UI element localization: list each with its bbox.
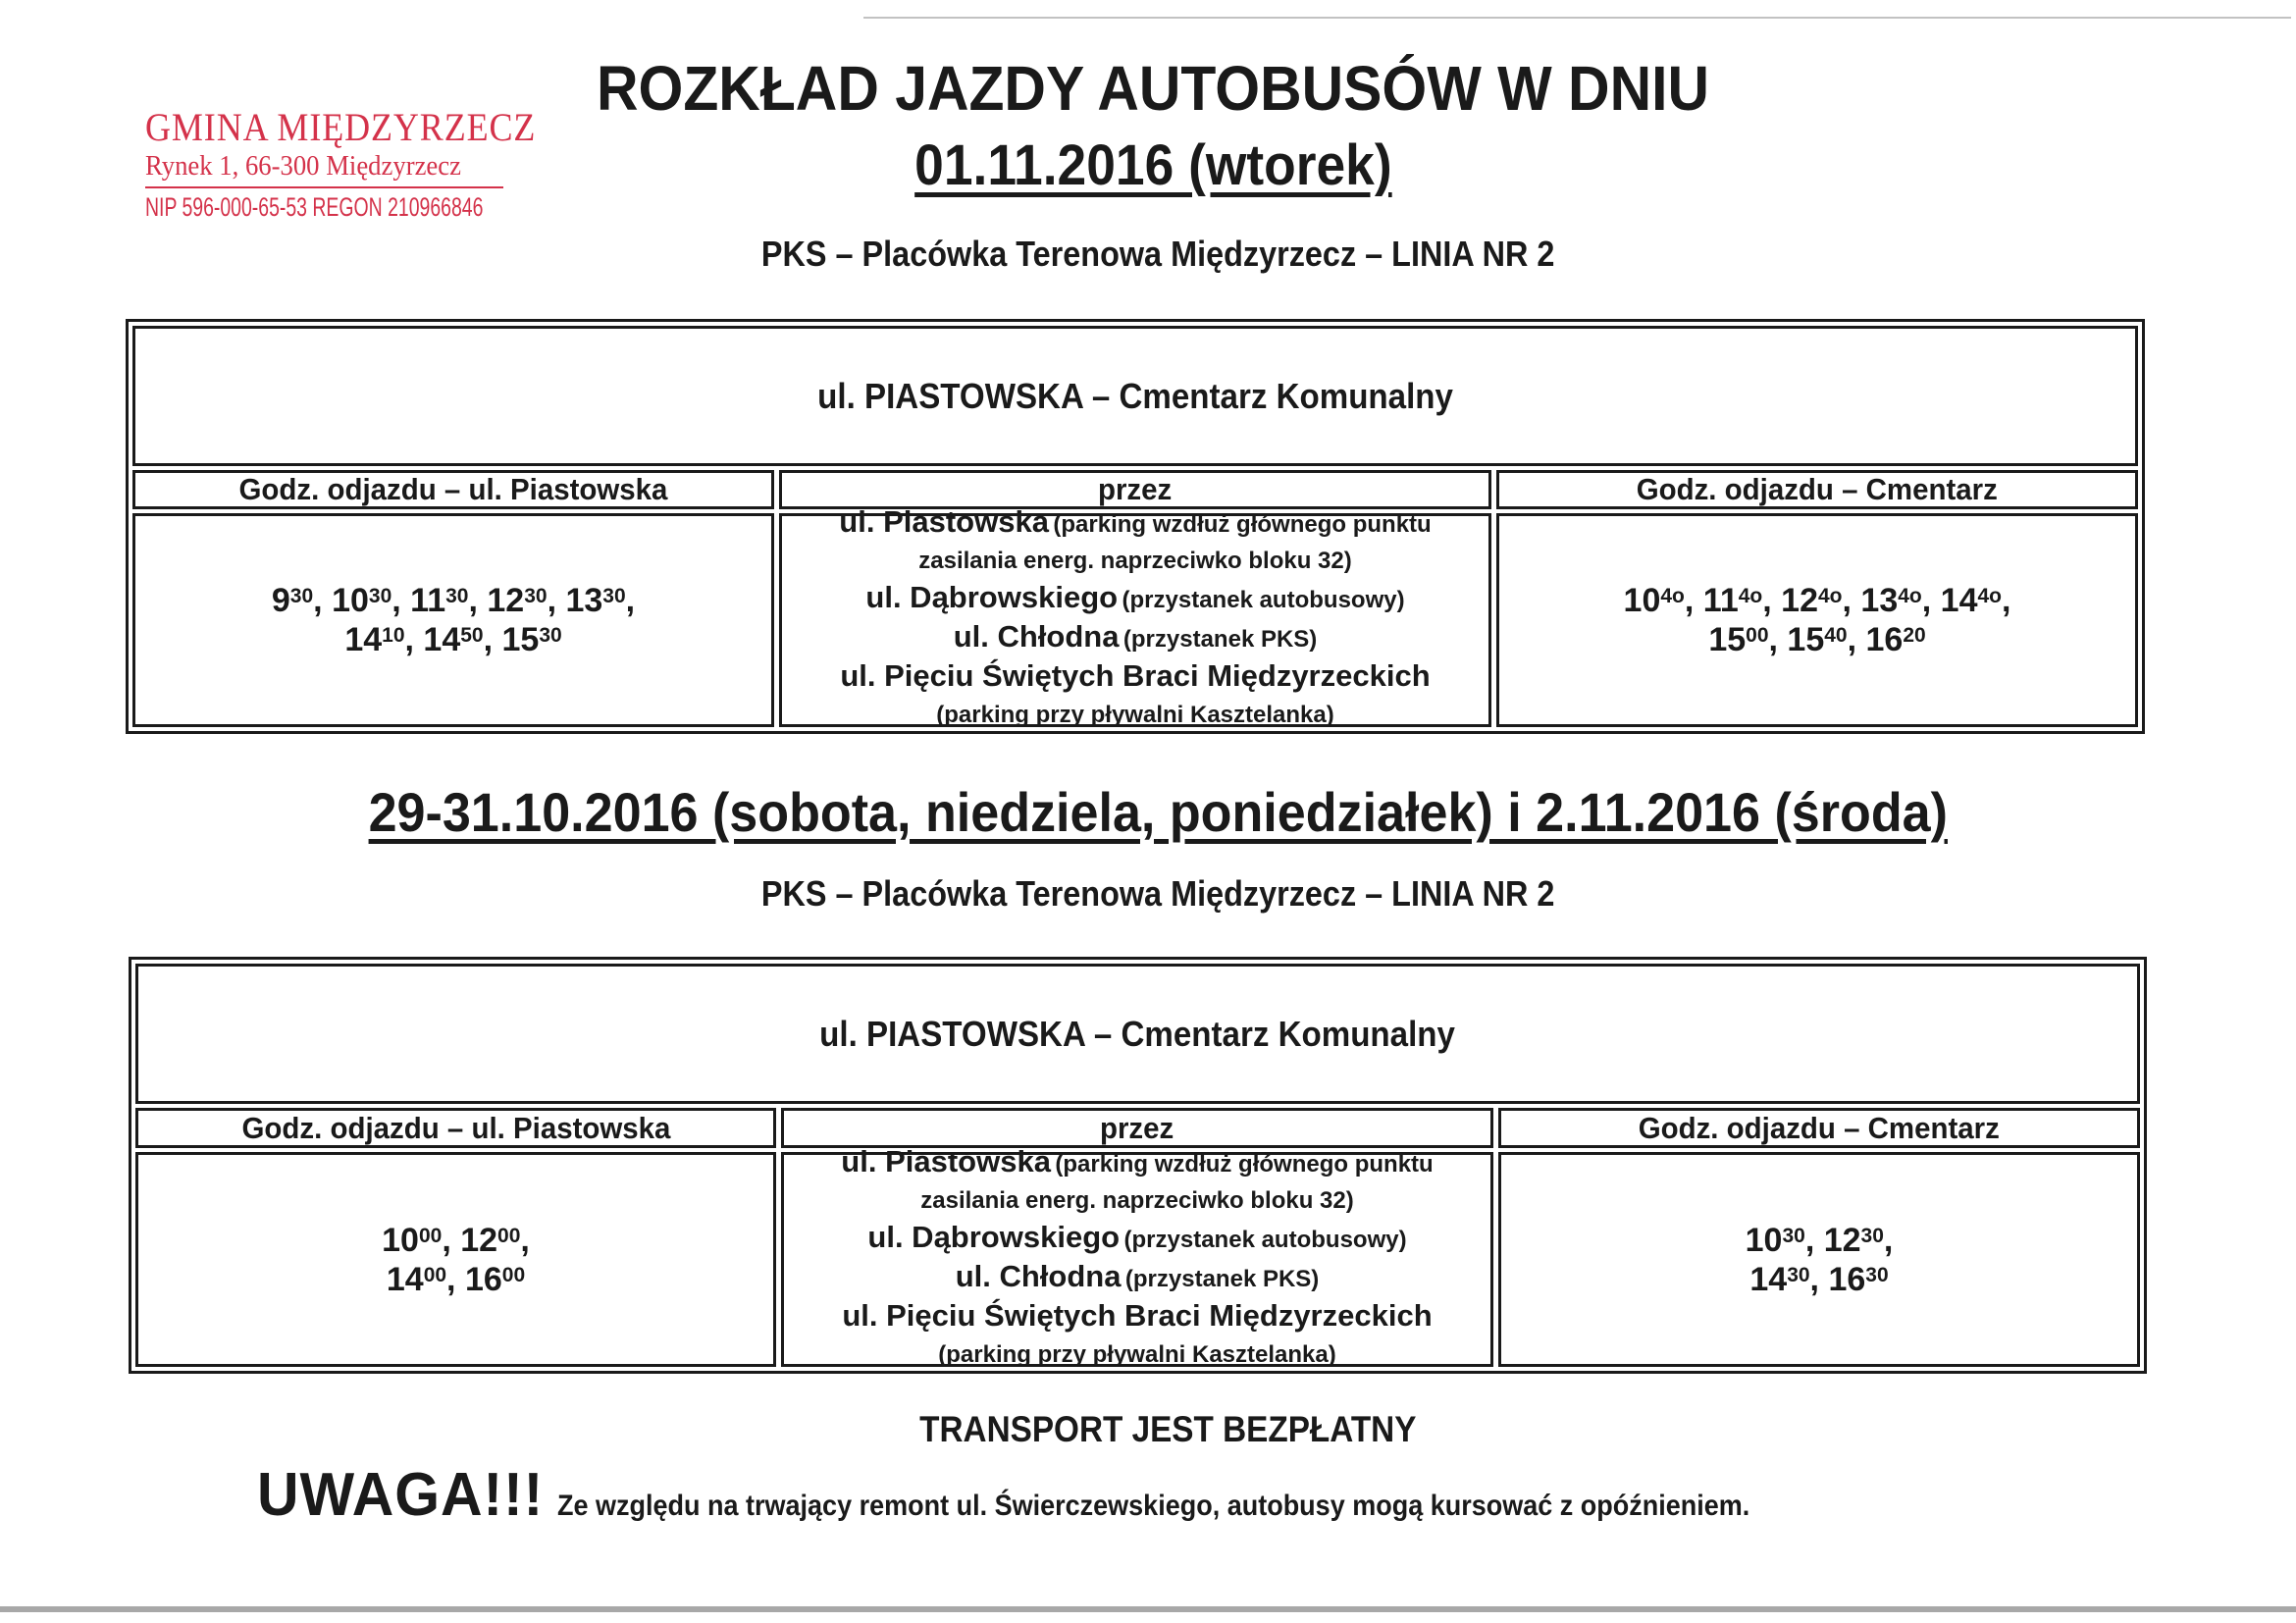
hour: 10 xyxy=(332,582,369,619)
departure-time xyxy=(502,621,562,658)
departure-time xyxy=(272,582,313,619)
minute: 30 xyxy=(1865,1263,1889,1286)
hour: 10 xyxy=(382,1221,419,1259)
time-row: $15^{00}$, $15^{40}$, $16^{20}$ xyxy=(1708,621,1926,658)
departure-time xyxy=(465,1261,525,1298)
minute: 4o xyxy=(1660,585,1685,607)
hour: 11 xyxy=(1702,582,1739,619)
via-stop xyxy=(938,1338,1335,1375)
minute: 30 xyxy=(445,585,469,607)
via-note: zasilania energ. naprzeciwko bloku 32) xyxy=(918,548,1352,574)
hour: 12 xyxy=(1823,1221,1861,1259)
departure-time xyxy=(332,582,391,619)
departure-time xyxy=(423,621,483,658)
hour: 14 xyxy=(344,621,383,658)
stamp-address: Rynek 1, 66-300 Międzyrzecz xyxy=(145,150,461,182)
via-note: (parking wzdłuż głównego punktu xyxy=(1055,1150,1434,1178)
route-title-cell xyxy=(132,326,2138,466)
via-note: (parking wzdłuż głównego punktu xyxy=(1053,511,1432,538)
time-row: $10^{00}$, $12^{00}$, xyxy=(382,1221,530,1259)
time-row: $14^{10}$, $14^{50}$, $15^{30}$ xyxy=(344,621,562,658)
departure-time xyxy=(1828,1261,1888,1298)
departure-time xyxy=(1746,1222,1805,1259)
page-title: ROZKŁAD JAZDY AUTOBUSÓW W DNIU xyxy=(597,53,1709,124)
departure-time xyxy=(382,1222,442,1259)
hour: 11 xyxy=(410,582,446,619)
minute: 30 xyxy=(1860,1224,1884,1247)
minute: 4o xyxy=(1898,585,1922,607)
via-street: ul. Dąbrowskiego xyxy=(867,1219,1121,1254)
via-note: (przystanek PKS) xyxy=(1122,626,1318,653)
minute: 4o xyxy=(1977,585,2002,607)
minute: 00 xyxy=(497,1224,521,1247)
column-header-via xyxy=(779,470,1491,509)
column-header-cmentarz xyxy=(1498,1108,2140,1148)
municipality-stamp xyxy=(145,105,537,222)
minute: 30 xyxy=(1787,1263,1810,1286)
via-street: ul. Pięciu Świętych Braci Międzyrzeckich xyxy=(840,658,1431,693)
via-stop xyxy=(841,1145,1433,1184)
page-title-block xyxy=(510,51,1796,203)
via-stops xyxy=(779,504,1491,728)
departure-time xyxy=(1708,621,1768,658)
hour: 15 xyxy=(1787,621,1825,658)
column-header-piastowska xyxy=(132,470,774,509)
minute: 30 xyxy=(289,585,314,607)
via-street: ul. Dąbrowskiego xyxy=(865,580,1119,614)
departure-time xyxy=(460,1222,520,1259)
hour: 10 xyxy=(1745,1221,1783,1259)
minute: 30 xyxy=(1782,1224,1805,1247)
via-stop xyxy=(918,545,1351,581)
minute: 30 xyxy=(368,585,392,607)
departure-time xyxy=(1781,582,1842,619)
via-note: (przystanek autobusowy) xyxy=(1123,1226,1407,1253)
hour: 14 xyxy=(1749,1260,1788,1298)
time-row: $14^{30}$, $16^{30}$ xyxy=(1749,1260,1889,1298)
minute: 40 xyxy=(1824,624,1848,647)
minute: 30 xyxy=(524,585,548,607)
column-header-text: Godz. odjazdu – Cmentarz xyxy=(1636,472,1999,506)
departures-piastowska xyxy=(132,513,774,727)
via-street: ul. Piastowska xyxy=(841,1143,1051,1178)
via-note: (parking przy pływalni Kasztelanka) xyxy=(938,1340,1336,1368)
column-header-text: Godz. odjazdu – Cmentarz xyxy=(1638,1110,2001,1145)
departure-time xyxy=(487,582,547,619)
minute: 00 xyxy=(1746,624,1769,647)
minute: 30 xyxy=(539,624,562,647)
operator-text: PKS – Placówka Terenowa Międzyrzecz – LINIA NR 2 xyxy=(760,234,1555,274)
page-date: 01.11.2016 (wtorek) xyxy=(913,133,1392,197)
minute: 50 xyxy=(460,624,484,647)
via-note: (przystanek PKS) xyxy=(1124,1265,1320,1292)
departure-time xyxy=(410,582,468,619)
time-row: $10^{4o}$, $11^{4o}$, $12^{4o}$, $13^{4o}$, $14^{4o}$, xyxy=(1623,582,2011,619)
hour: 15 xyxy=(501,621,540,658)
hour: 14 xyxy=(386,1260,424,1298)
via-stop xyxy=(936,699,1333,735)
minute: 00 xyxy=(501,1263,526,1286)
via-street: ul. Chłodna xyxy=(955,1258,1122,1293)
via-stops xyxy=(781,1143,1493,1368)
departure-time xyxy=(1941,582,2002,619)
column-header-text: Godz. odjazdu – ul. Piastowska xyxy=(238,472,668,506)
hour: 13 xyxy=(1860,582,1899,619)
via-stop xyxy=(842,1299,1432,1338)
column-header-text: przez xyxy=(1098,472,1173,506)
departure-time xyxy=(1866,621,1926,658)
route-title: ul. PIASTOWSKA – Cmentarz Komunalny xyxy=(817,375,1453,416)
hour: 15 xyxy=(1708,621,1747,658)
departures-piastowska xyxy=(135,1152,776,1367)
warning-notice xyxy=(257,1460,2121,1530)
hour: 13 xyxy=(565,582,603,619)
via-stop xyxy=(867,1221,1406,1260)
operator-line-2 xyxy=(549,873,1766,915)
via-stop xyxy=(954,620,1318,659)
minute: 4o xyxy=(1817,585,1843,607)
column-header-text: Godz. odjazdu – ul. Piastowska xyxy=(241,1110,670,1145)
hour: 12 xyxy=(460,1221,498,1259)
column-header-via xyxy=(781,1108,1493,1148)
alternate-dates-heading xyxy=(275,780,2041,844)
hour: 14 xyxy=(1940,582,1978,619)
minute: 00 xyxy=(418,1224,443,1247)
scan-edge-line xyxy=(863,17,2291,19)
via-stop xyxy=(920,1184,1353,1221)
via-street: ul. Chłodna xyxy=(953,619,1120,654)
minute: 30 xyxy=(602,585,626,607)
stamp-divider xyxy=(145,186,503,188)
departure-time xyxy=(1860,582,1921,619)
stamp-name: GMINA MIĘDZYRZECZ xyxy=(145,105,537,149)
minute: 10 xyxy=(382,624,405,647)
column-header-text: przez xyxy=(1100,1110,1174,1145)
departures-cmentarz xyxy=(1498,1152,2140,1367)
via-stop xyxy=(865,581,1404,620)
hour: 12 xyxy=(487,582,525,619)
minute: 00 xyxy=(423,1263,447,1286)
minute: 4o xyxy=(1738,585,1763,607)
departure-time xyxy=(1624,582,1685,619)
departure-time xyxy=(387,1261,446,1298)
departure-time xyxy=(344,621,404,658)
via-stop xyxy=(839,505,1431,545)
via-note: (przystanek autobusowy) xyxy=(1122,587,1405,613)
operator-text: PKS – Placówka Terenowa Międzyrzecz – LINIA NR 2 xyxy=(760,873,1555,914)
time-row: $14^{00}$, $16^{00}$ xyxy=(386,1260,526,1298)
departure-time xyxy=(1703,582,1762,619)
column-header-cmentarz xyxy=(1496,470,2138,509)
route-title: ul. PIASTOWSKA – Cmentarz Komunalny xyxy=(819,1013,1456,1054)
hour: 12 xyxy=(1781,582,1818,619)
stamp-ids: NIP 596-000-65-53 REGON 210966846 xyxy=(145,192,484,222)
alternate-dates-text: 29-31.10.2016 (sobota, niedziela, poniedziałek) i 2.11.2016 (środa) xyxy=(368,781,1948,843)
via-stop xyxy=(956,1260,1320,1299)
column-header-piastowska xyxy=(135,1108,776,1148)
departure-time xyxy=(1787,621,1847,658)
departure-time xyxy=(565,582,625,619)
minute: 20 xyxy=(1903,624,1926,647)
via-stop xyxy=(840,659,1430,699)
departure-time xyxy=(1824,1222,1884,1259)
via-street: ul. Pięciu Świętych Braci Międzyrzeckich xyxy=(842,1297,1433,1333)
free-transport-text: TRANSPORT JEST BEZPŁATNY xyxy=(918,1409,1417,1449)
via-note: zasilania energ. naprzeciwko bloku 32) xyxy=(920,1186,1354,1214)
free-transport-notice xyxy=(589,1409,1747,1450)
via-note: (parking przy pływalni Kasztelanka) xyxy=(936,702,1334,728)
scan-bottom-edge xyxy=(0,1606,2296,1612)
time-row: $10^{30}$, $12^{30}$, xyxy=(1745,1221,1894,1259)
warning-label: UWAGA!!! xyxy=(257,1461,545,1529)
route-title-cell xyxy=(135,964,2140,1104)
warning-text: Ze względu na trwający remont ul. Świerczewskiego, autobusy mogą kursować z opóźnieniem. xyxy=(557,1490,1750,1522)
hour: 16 xyxy=(1865,621,1904,658)
hour: 14 xyxy=(423,621,461,658)
via-street: ul. Piastowska xyxy=(839,504,1049,539)
operator-line-1 xyxy=(549,234,1766,275)
hour: 16 xyxy=(464,1260,502,1298)
hour: 9 xyxy=(271,582,290,619)
hour: 16 xyxy=(1828,1260,1866,1298)
hour: 10 xyxy=(1623,582,1661,619)
departures-cmentarz xyxy=(1496,513,2138,727)
departure-time xyxy=(1749,1261,1809,1298)
time-row: $9^{30}$, $10^{30}$, $11^{30}$, $12^{30}$, $13^{30}$, xyxy=(271,582,636,619)
